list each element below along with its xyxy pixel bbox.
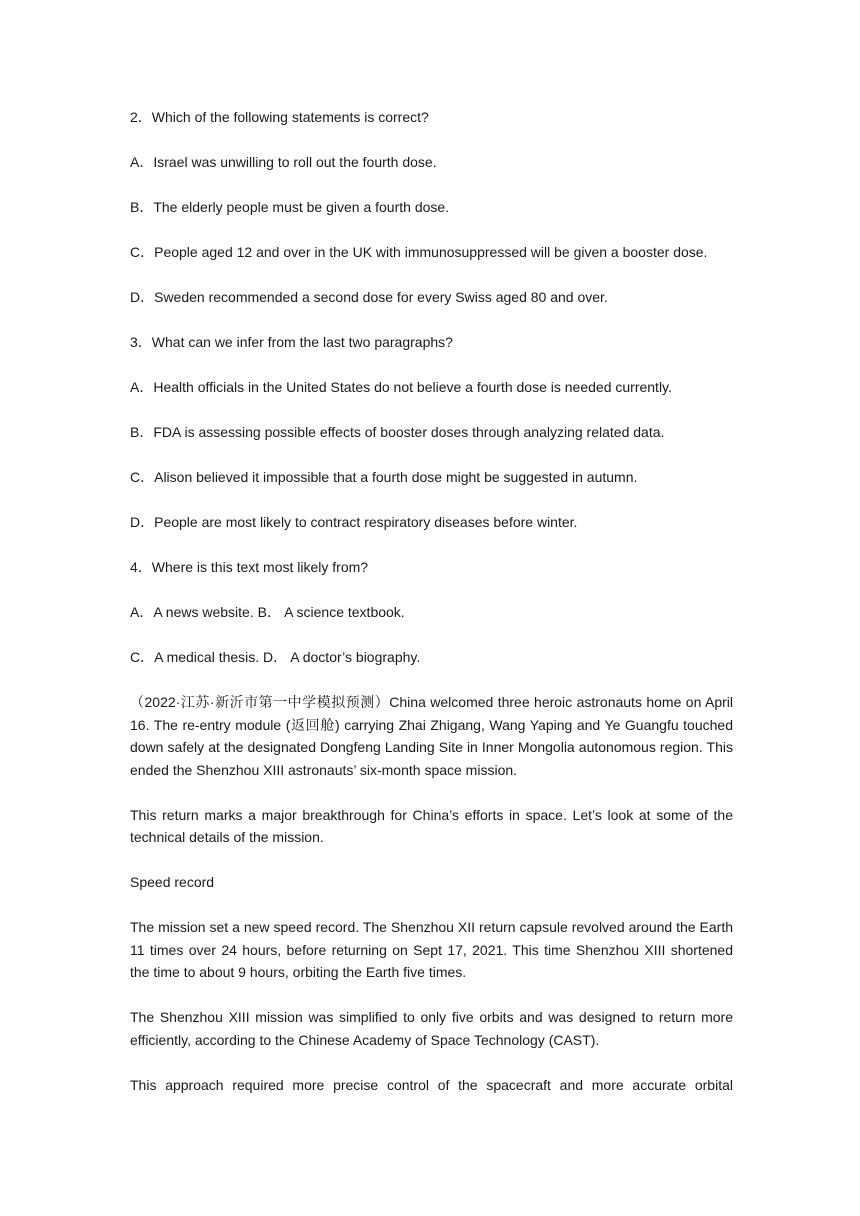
question-2-stem: 2．Which of the following statements is correct? [130, 109, 429, 125]
question-3-stem: 3．What can we infer from the last two paragraphs? [130, 334, 453, 350]
passage-paragraph-5: This approach required more precise control of the spacecraft and more accurate orbital [130, 1076, 733, 1093]
question-3-option-a: A．Health officials in the United States do not believe a fourth dose is needed currently. [130, 379, 672, 395]
passage-paragraph-3: The mission set a new speed record. The Shenzhou XII return capsule revolved around the Earth 11 times over 24 hours, before returning on Sept 17, 2021. This time Shenzhou XIII shortened the time to about 9 hours, orbiting the Earth five times. [130, 919, 733, 980]
passage-section-heading: Speed record [130, 874, 215, 890]
question-3-option-c: C．Alison believed it impossible that a fourth dose might be suggested in autumn. [130, 469, 638, 485]
passage-intro-paragraph: （2022·江苏·新沂市第一中学模拟预测）China welcomed three heroic astronauts home on April 16. The re-entry module (返回舱) carrying Zhai Zhigang, Wang Yaping and Ye Guangfu touched down safely at the designated Dongfeng Landing Site in Inner Mongolia autonomous region. This ended the Shenzhou XIII astronauts’ six-month space mission. [130, 694, 733, 778]
passage-paragraph-2: This return marks a major breakthrough for China’s efforts in space. Let’s look at some of the technical details of the mission. [130, 806, 733, 845]
question-3-option-b: B．FDA is assessing possible effects of booster doses through analyzing related data. [130, 424, 665, 440]
question-4-options-ab: A．A news website. B． A science textbook. [130, 604, 405, 620]
question-4-options-cd: C．A medical thesis. D． A doctor’s biography. [130, 649, 421, 665]
passage-paragraph-4: The Shenzhou XIII mission was simplified to only five orbits and was designed to return more efficiently, according to the Chinese Academy of Space Technology (CAST). [130, 1009, 733, 1048]
question-2-option-b: B．The elderly people must be given a fourth dose. [130, 199, 450, 215]
document-page [130, 106, 733, 1119]
question-3-option-d: D．People are most likely to contract respiratory diseases before winter. [130, 514, 578, 530]
question-2-option-c: C．People aged 12 and over in the UK with immunosuppressed will be given a booster dose. [130, 244, 708, 260]
question-2-option-a: A．Israel was unwilling to roll out the fourth dose. [130, 154, 437, 170]
question-2-option-d: D．Sweden recommended a second dose for every Swiss aged 80 and over. [130, 289, 608, 305]
question-4-stem: 4．Where is this text most likely from? [130, 559, 369, 575]
